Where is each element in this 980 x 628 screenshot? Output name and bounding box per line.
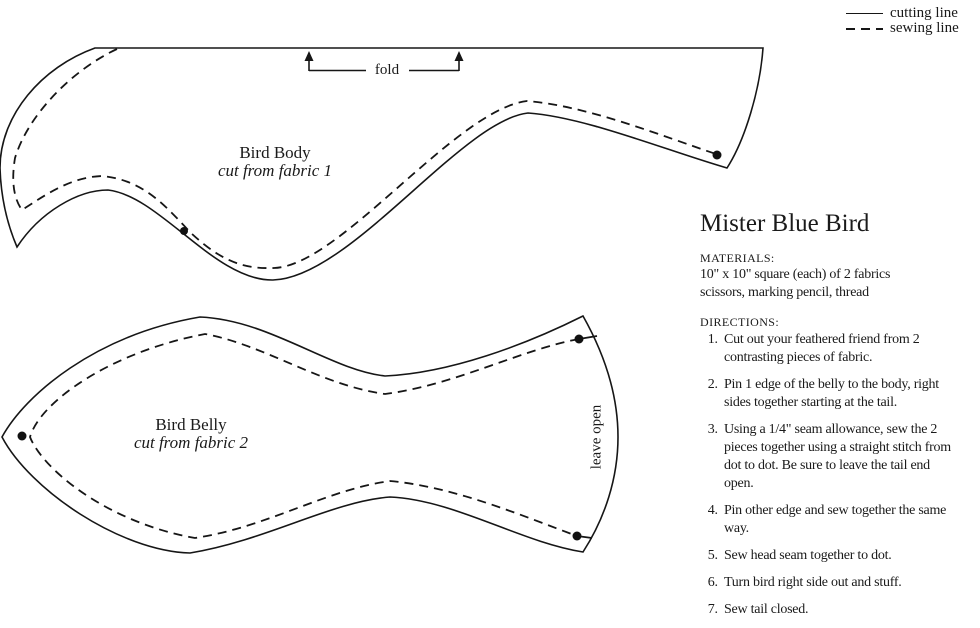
sewing-line-swatch: [846, 28, 883, 30]
materials-item: scissors, marking pencil, thread: [700, 285, 869, 300]
direction-item: 5. Sew head seam together to dot.: [721, 547, 962, 565]
fold-label: fold: [374, 62, 400, 78]
fold-arrow-right-icon: [455, 51, 464, 61]
legend-sewing-row: [846, 21, 959, 36]
materials-list: [700, 266, 962, 302]
bird-body-cutting-line: [0, 48, 763, 280]
bird-belly-note: cut from fabric 2: [133, 433, 249, 452]
legend-cutting-row: [846, 6, 959, 21]
fold-arrow-left-icon: [305, 51, 314, 61]
instructions-panel: [700, 210, 962, 628]
cutting-line-swatch: [846, 13, 883, 14]
direction-item: 2. Pin 1 edge of the belly to the body, right sides together starting at the tail.: [721, 376, 962, 412]
belly-beak-seam-dot: [18, 432, 27, 441]
directions-list: [700, 331, 962, 619]
belly-tail-bottom-seam-dot: [573, 532, 582, 541]
leave-open-label: leave open: [588, 404, 605, 470]
bird-belly-sewing-line: [30, 334, 579, 538]
bird-belly-name: Bird Belly: [155, 415, 227, 434]
direction-item: 7. Sew tail closed.: [721, 601, 962, 619]
materials-item: 10" x 10" square (each) of 2 fabrics: [700, 267, 891, 282]
direction-item: 6. Turn bird right side out and stuff.: [721, 574, 962, 592]
direction-item: 4. Pin other edge and sew together the same way.: [721, 502, 962, 538]
body-head-seam-dot: [180, 227, 188, 235]
cutting-line-label: cutting line: [890, 5, 958, 21]
bird-body-label: [218, 144, 332, 180]
bird-body-note: cut from fabric 1: [217, 161, 333, 180]
belly-tail-top-seam-dot: [575, 335, 584, 344]
direction-item: 1. Cut out your feathered friend from 2 contrasting pieces of fabric.: [721, 331, 962, 367]
body-tail-seam-dot: [713, 151, 722, 160]
direction-item: 3. Using a 1/4" seam allowance, sew the 2 pieces together using a straight stitch from dot to dot. Be sure to leave the tail end open.: [721, 421, 962, 493]
directions-heading: DIRECTIONS:: [700, 315, 780, 329]
line-legend: [846, 6, 959, 36]
bird-belly-label: [134, 416, 248, 452]
bird-body-name: Bird Body: [239, 143, 311, 162]
sewing-line-label: sewing line: [890, 20, 959, 36]
bird-body-sewing-line: [13, 49, 716, 268]
page-title: Mister Blue Bird: [700, 210, 870, 237]
materials-heading: MATERIALS:: [700, 251, 775, 265]
